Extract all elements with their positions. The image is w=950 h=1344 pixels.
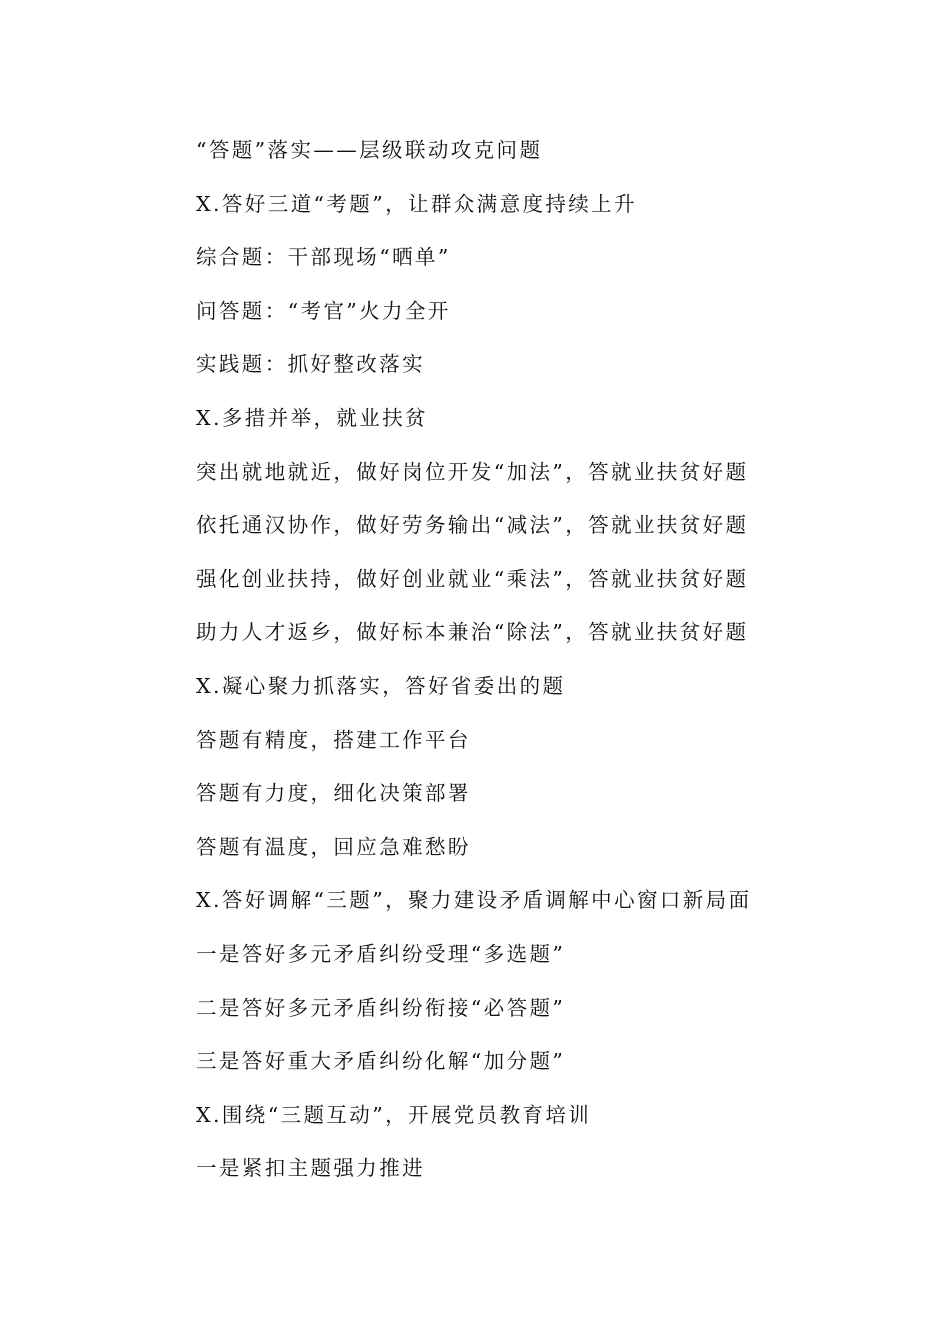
item-line: 一是答好多元矛盾纠纷受理“多选题” [196,941,566,966]
item-line: 二是答好多元矛盾纠纷衔接“必答题” [196,995,566,1020]
item-line: 答题有温度，回应急难愁盼 [196,834,471,859]
item-line: 答题有力度，细化决策部署 [196,781,471,806]
section-heading: X.围绕“三题互动”，开展党员教育培训 [196,1102,592,1127]
item-line: 强化创业扶持，做好创业就业“乘法”，答就业扶贫好题 [196,566,749,591]
section-heading: X.答好三道“考题”，让群众满意度持续上升 [196,191,637,216]
item-line: 问答题：“考官”火力全开 [196,298,451,323]
section-heading: X.答好调解“三题”，聚力建设矛盾调解中心窗口新局面 [196,888,752,913]
item-line: 突出就地就近，做好岗位开发“加法”，答就业扶贫好题 [196,459,749,484]
item-line: 实践题：抓好整改落实 [196,352,425,377]
section-heading: X.多措并举，就业扶贫 [196,405,429,430]
item-line: 助力人才返乡，做好标本兼治“除法”，答就业扶贫好题 [196,620,749,645]
item-line: 一是紧扣主题强力推进 [196,1156,425,1181]
heading-line: “答题”落实——层级联动攻克问题 [196,138,543,162]
document-body [196,136,896,1208]
item-line: 答题有精度，搭建工作平台 [196,727,471,752]
item-line: 三是答好重大矛盾纠纷化解“加分题” [196,1049,566,1074]
item-line: 综合题：干部现场“晒单” [196,245,451,270]
item-line: 依托通汉协作，做好劳务输出“减法”，答就业扶贫好题 [196,513,749,538]
section-heading: X.凝心聚力抓落实，答好省委出的题 [196,673,566,698]
